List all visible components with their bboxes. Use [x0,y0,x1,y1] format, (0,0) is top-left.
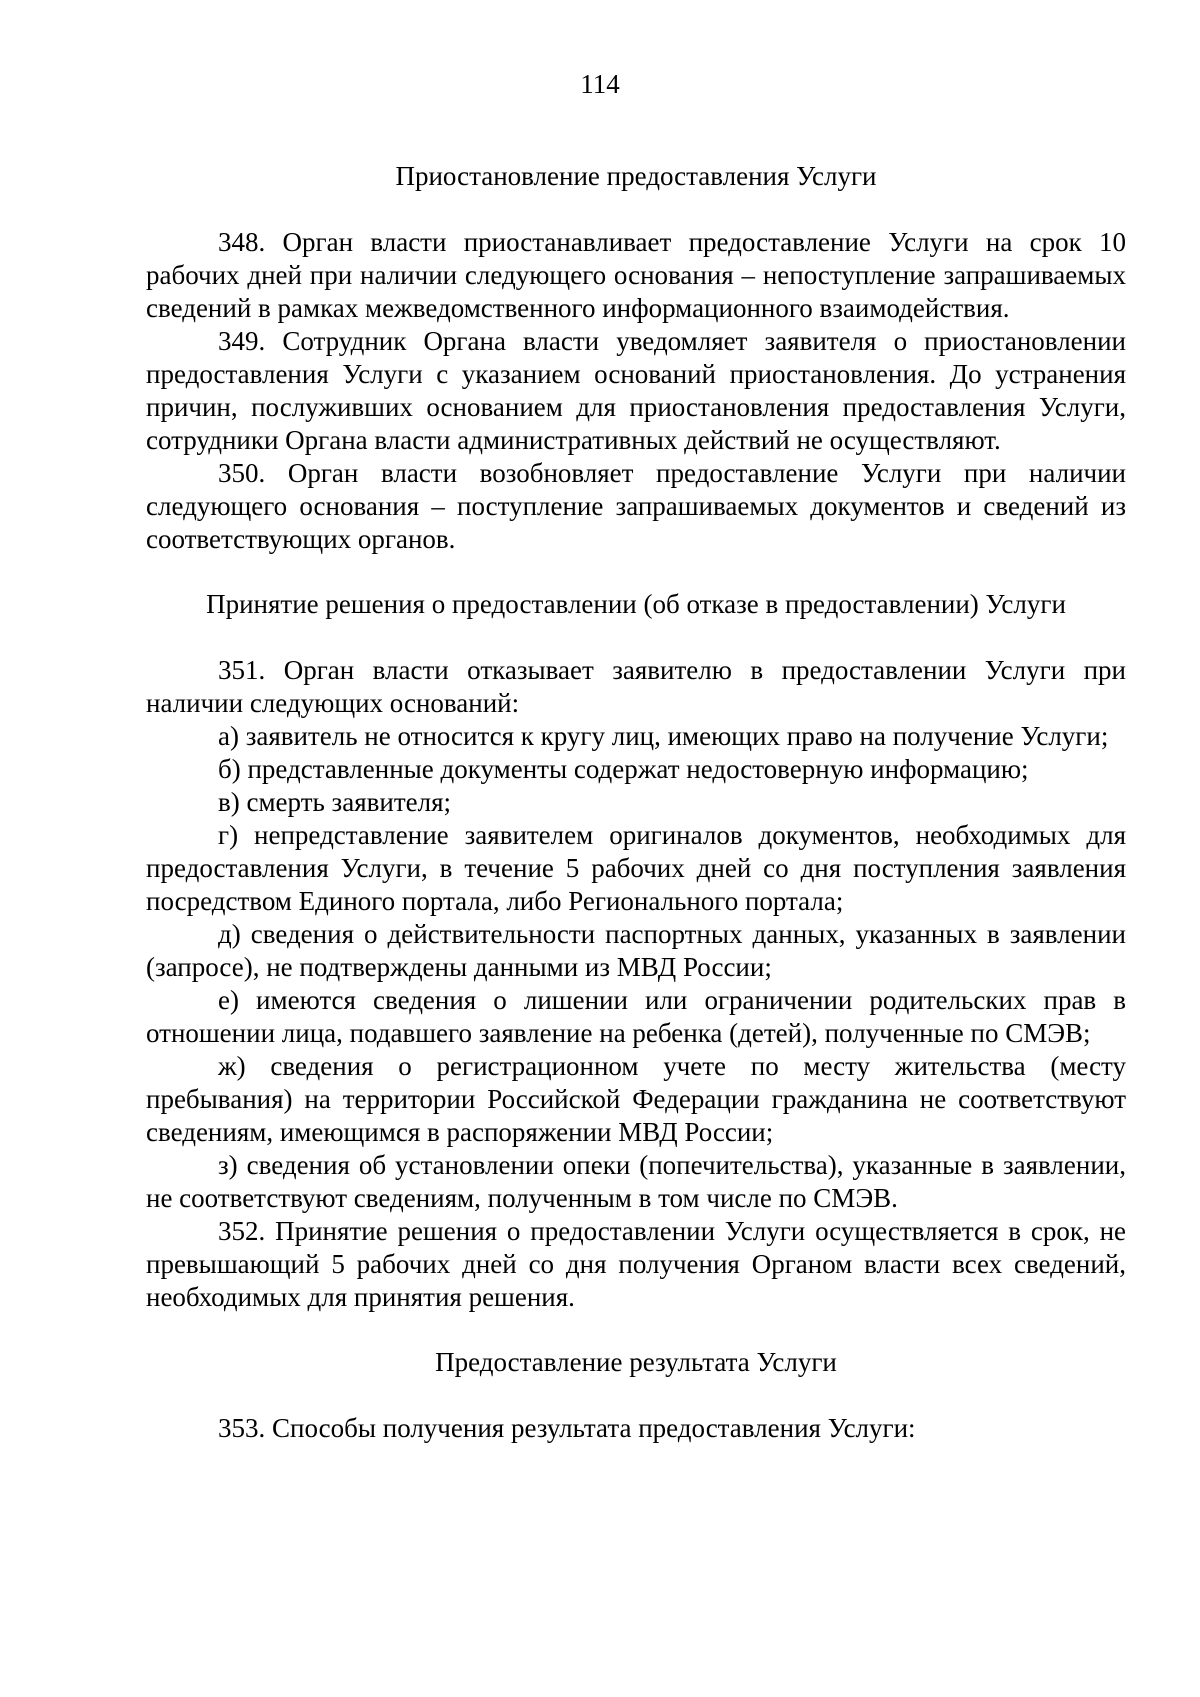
list-item-d: д) сведения о действительности паспортных данных, указанных в заявлении (запросе), не подтверждены данными из МВД России; [146,919,1126,982]
list-item-zh: ж) сведения о регистрационном учете по месту жительства (месту пребывания) на территории Российской Федерации гражданина не соответствуют сведениям, имеющимся в распоряжении МВД России; [146,1051,1126,1147]
list-item-g: г) непредставление заявителем оригиналов документов, необходимых для предоставления Услуги, в течение 5 рабочих дней со дня поступления заявления посредством Единого портала, либо Регионального портала; [146,820,1126,916]
list-item-e: е) имеются сведения о лишении или ограничении родительских прав в отношении лица, подавшего заявление на ребенка (детей), полученные по СМЭВ; [146,985,1126,1048]
document-body [146,160,1126,1445]
paragraph-353: 353. Способы получения результата предоставления Услуги: [218,1413,916,1443]
list-item-z: з) сведения об установлении опеки (попечительства), указанные в заявлении, не соответствуют сведениям, полученным в том числе по СМЭВ. [146,1150,1126,1213]
paragraph-348: 348. Орган власти приостанавливает предоставление Услуги на срок 10 рабочих дней при наличии следующего основания – непоступление запрашиваемых сведений в рамках межведомственного информационного взаимодействия. [146,227,1126,323]
list-item-a: а) заявитель не относится к кругу лиц, имеющих право на получение Услуги; [218,721,1109,751]
paragraph-350: 350. Орган власти возобновляет предоставление Услуги при наличии следующего основания – поступление запрашиваемых документов и сведений из соответствующих органов. [146,458,1126,554]
section-heading-suspension: Приостановление предоставления Услуги [395,161,877,191]
page-number: 114 [580,69,620,99]
paragraph-349: 349. Сотрудник Органа власти уведомляет заявителя о приостановлении предоставления Услуги с указанием оснований приостановления. До устранения причин, послуживших основанием для приостановления предоставления Услуги, сотрудники Органа власти административных действий не осуществляют. [146,326,1126,455]
section-heading-result: Предоставление результата Услуги [435,1347,837,1377]
paragraph-351: 351. Орган власти отказывает заявителю в предоставлении Услуги при наличии следующих оснований: [146,655,1126,718]
list-item-b: б) представленные документы содержат недостоверную информацию; [218,754,1029,784]
paragraph-352: 352. Принятие решения о предоставлении Услуги осуществляется в срок, не превышающий 5 рабочих дней со дня получения Органом власти всех сведений, необходимых для принятия решения. [146,1216,1126,1312]
section-heading-decision: Принятие решения о предоставлении (об отказе в предоставлении) Услуги [206,589,1066,619]
list-item-v: в) смерть заявителя; [218,787,451,817]
